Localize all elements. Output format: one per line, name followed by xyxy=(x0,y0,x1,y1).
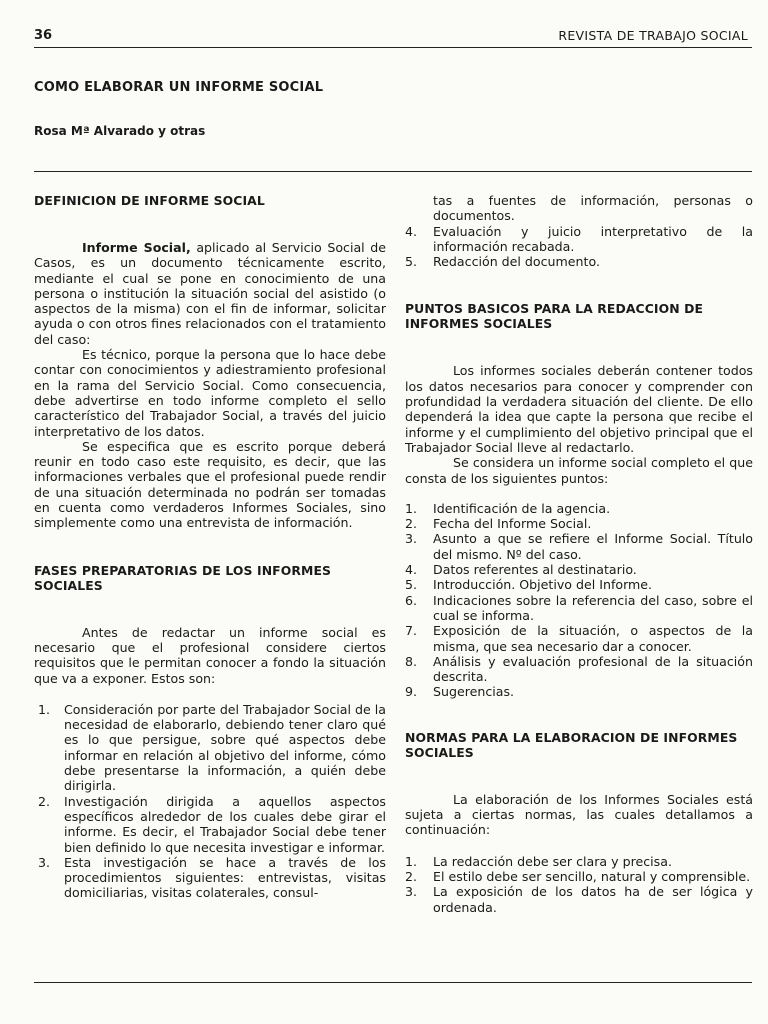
list-item: 2. El estilo debe ser sencillo, natural y comprensible. xyxy=(405,868,751,884)
journal-title: REVISTA DE TRABAJO SOCIAL xyxy=(558,28,748,43)
list-item: 3. Esta investigación se hace a través de los procedimientos siguientes: entrevistas, visitas domiciliarias, visitas colaterales, consul- xyxy=(38,854,386,901)
paragraph: Se considera un informe social completo el que consta de los siguientes puntos: xyxy=(405,455,753,486)
paragraph: Antes de redactar un informe social es necesario que el profesional considere ciertos requisitos que le permitan conocer a fondo la situación que va a exponer. Estos son: xyxy=(34,624,386,686)
list-item: 2. Fecha del Informe Social. xyxy=(405,516,592,532)
list-item: 4. Evaluación y juicio interpretativo de la información recabada. xyxy=(405,223,753,254)
list-item: 9. Sugerencias. xyxy=(405,684,515,700)
normas-list xyxy=(405,854,753,915)
paragraph: Se especifica que es escrito porque deberá reunir en todo caso este requisito, es decir, que las informaciones verbales que el profesional puede rendir de una situación determinada no podrán ser tomadas en cuenta como verdaderos Informes Sociales, sino simplemente como una entrevista de información. xyxy=(34,438,386,531)
paragraph: Los informes sociales deberán contener todos los datos necesarios para conocer y comprender con profundidad la verdadera situación del cliente. De ello dependerá la idea que capte la persona que recibe el informe y el cumplimiento del objetivo principal que el Trabajador Social lleve al redactarlo. xyxy=(405,363,753,455)
paragraph: La elaboración de los Informes Sociales está sujeta a ciertas normas, las cuales detallamos a continuación: xyxy=(405,791,753,838)
article-title: COMO ELABORAR UN INFORME SOCIAL xyxy=(34,80,324,95)
section-heading-puntos: PUNTOS BASICOS PARA LA REDACCION DE INFORMES SOCIALES xyxy=(405,301,704,332)
list-item: 8. Análisis y evaluación profesional de la situación descrita. xyxy=(405,653,753,685)
list-item: 3. Asunto a que se refiere el Informe Social. Título del mismo. Nº del caso. xyxy=(405,531,753,562)
list-item-continuation: tas a fuentes de información, personas o documentos. xyxy=(433,193,753,224)
right-column xyxy=(405,193,753,915)
list-item: 3. La exposición de los datos ha de ser lógica y ordenada. xyxy=(405,884,753,915)
list-item: 4. Datos referentes al destinatario. xyxy=(405,562,637,578)
paragraph-text: aplicado al Servicio Social de Casos, es un documento técnicamente escrito, mediante el cual se pone en conocimiento de una persona o institución la situación social del asistido (o aspectos de la misma) con el fin de informar, solicitar ayuda o con otros fines relacionados con el tratamiento del caso: xyxy=(34,240,386,347)
paragraph xyxy=(34,240,386,347)
page-number: 36 xyxy=(34,28,53,43)
footer-rule xyxy=(34,982,752,983)
paragraph: Es técnico, porque la persona que lo hace debe contar con conocimientos y adiestramiento profesional en la rama del Servicio Social. Como consecuencia, debe advertirse en todo informe completo el sello característico del Trabajador Social, a través del juicio interpretativo de los datos. xyxy=(34,347,386,439)
section-heading-fases: FASES PREPARATORIAS DE LOS INFORMES SOCIALES xyxy=(34,562,332,593)
list-item: 7. Exposición de la situación, o aspectos de la misma, que sea necesario dar a conocer. xyxy=(405,623,753,654)
list-item: 6. Indicaciones sobre la referencia del caso, sobre el cual se informa. xyxy=(405,592,753,623)
header-rule xyxy=(34,47,752,48)
list-item: 2. Investigación dirigida a aquellos aspectos específicos alrededor de los cuales debe girar el informe. Es decir, el Trabajador Social debe tener bien definido lo que necesita investigar e informar. xyxy=(38,793,386,855)
fases-list-continued xyxy=(405,224,753,270)
list-item: 1. La redacción debe ser clara y precisa. xyxy=(405,853,672,869)
article-author: Rosa Mª Alvarado y otras xyxy=(34,124,206,138)
list-item: 5. Introducción. Objetivo del Informe. xyxy=(405,577,653,593)
term-bold: Informe Social, xyxy=(82,240,191,255)
list-item: 1. Consideración por parte del Trabajador Social de la necesidad de elaborarlo, debiendo tener claro qué es lo que persigue, sobre qué aspectos debe informar en relación al objetivo del informe, cómo debe presentarse la información, a quién debe dirigirla. xyxy=(38,701,386,794)
fases-list xyxy=(34,702,386,901)
section-heading-normas: NORMAS PARA LA ELABORACION DE INFORMES SOCIALES xyxy=(405,729,738,760)
list-item: 1. Identificación de la agencia. xyxy=(405,500,611,516)
section-heading-definicion: DEFINICION DE INFORME SOCIAL xyxy=(34,193,265,208)
left-column xyxy=(34,193,386,901)
list-item: 5. Redacción del documento. xyxy=(405,254,600,270)
puntos-list xyxy=(405,501,753,700)
title-rule xyxy=(34,171,752,172)
